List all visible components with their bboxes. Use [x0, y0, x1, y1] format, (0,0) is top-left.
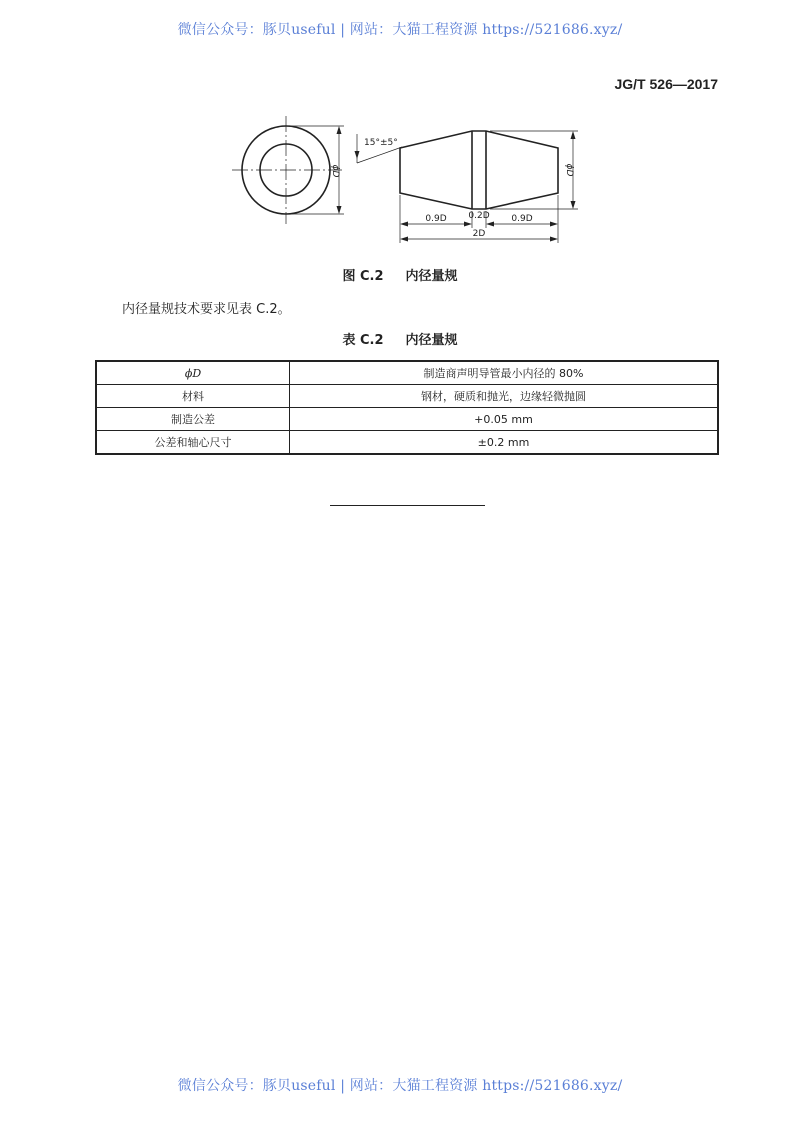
angle-label: 15°±5° [364, 138, 398, 148]
watermark-bottom: 微信公众号：豚贝useful | 网站：大猫工程资源 https://521686.xyz/ [177, 1078, 623, 1094]
table-cell-value: 制造商声明导管最小内径的 80% [290, 361, 719, 385]
body-paragraph: 内径量规技术要求见表 C.2。 [122, 302, 291, 317]
table-cell-value: 钢材，硬质和抛光，边缘轻微抛圆 [290, 385, 719, 408]
arrow-up-right [571, 131, 576, 139]
diameter-label-right: ϕD [564, 163, 574, 177]
dim-right-label: 0.9D [511, 214, 533, 224]
arrow-total-b [550, 237, 558, 242]
table-row [96, 431, 718, 455]
gauge-side-profile [400, 131, 558, 209]
angle-arrow [355, 151, 360, 159]
standard-number: JG/T 526—2017 [614, 76, 718, 92]
dim-middle-label: 0.2D [468, 211, 490, 221]
table-caption-number: 表 C.2 [342, 333, 384, 348]
figure-caption [0, 265, 800, 284]
table-cell-value: +0.05 mm [290, 408, 719, 431]
table-cell-label: 公差和轴心尺寸 [96, 431, 290, 455]
dim-total-label: 2D [472, 229, 486, 239]
table-cell-label: 制造公差 [96, 408, 290, 431]
table-caption-title: 内径量规 [405, 333, 458, 348]
table-row [96, 361, 718, 385]
table-cell-label: ϕD [96, 361, 290, 385]
arrow-down-left [337, 206, 342, 214]
arrow-seg-right-b [550, 222, 558, 227]
watermark-top: 微信公众号：豚贝useful | 网站：大猫工程资源 https://521686.xyz/ [177, 22, 623, 38]
arrow-total-a [400, 237, 408, 242]
table-cell-value: ±0.2 mm [290, 431, 719, 455]
figure-caption-number: 图 C.2 [342, 269, 384, 284]
angle-leader-line [357, 147, 402, 163]
arrow-seg-left-b [464, 222, 472, 227]
diameter-label-left: ϕD [330, 164, 340, 178]
arrow-seg-right-a [486, 222, 494, 227]
figure-caption-title: 内径量规 [405, 269, 458, 284]
table-row [96, 385, 718, 408]
table-cell-label: 材料 [96, 385, 290, 408]
end-rule [330, 505, 485, 506]
table-row [96, 408, 718, 431]
table-caption [0, 329, 800, 348]
dim-left-label: 0.9D [425, 214, 447, 224]
spec-table [95, 360, 719, 455]
arrow-down-right [571, 201, 576, 209]
figure-inner-diameter-gauge [0, 115, 800, 255]
arrow-up-left [337, 126, 342, 134]
arrow-seg-left-a [400, 222, 408, 227]
